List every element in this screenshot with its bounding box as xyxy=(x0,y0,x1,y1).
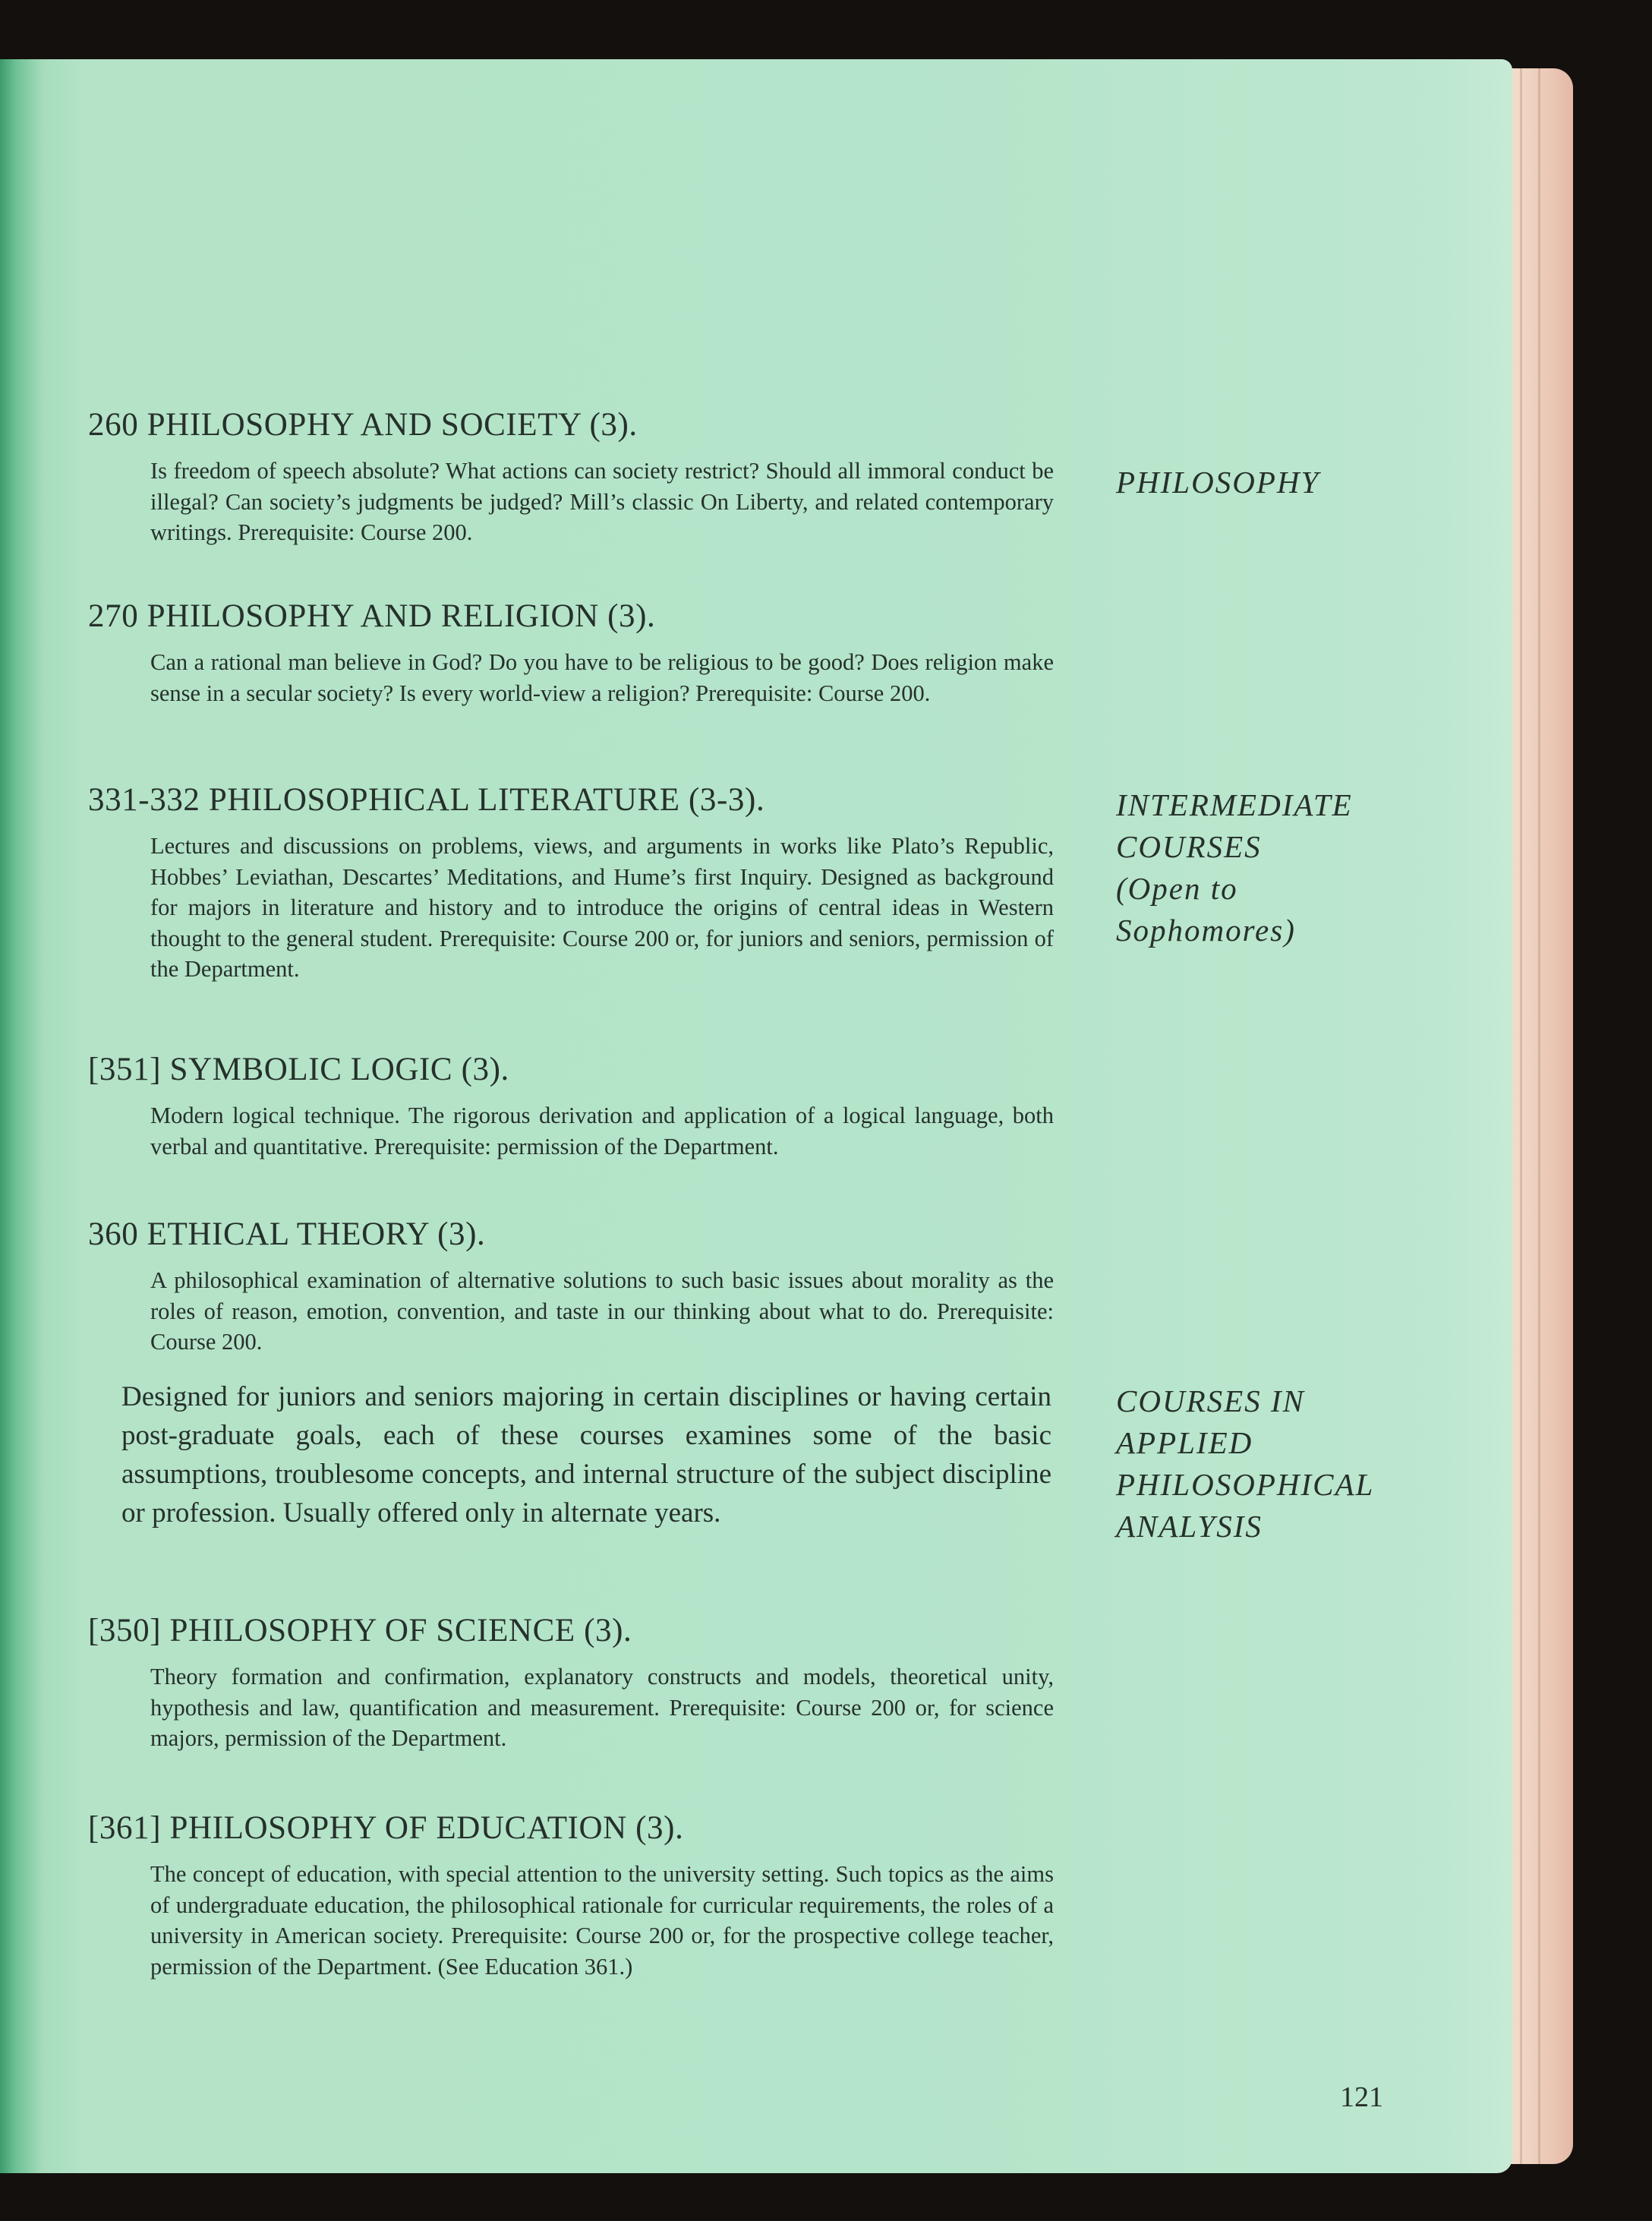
course-351 xyxy=(88,1050,1054,1162)
course-270 xyxy=(88,597,1054,708)
course-260 xyxy=(88,405,1054,548)
course-title: [351] SYMBOLIC LOGIC (3). xyxy=(88,1052,509,1087)
course-title: [361] PHILOSOPHY OF EDUCATION (3). xyxy=(88,1810,684,1846)
course-description: Theory formation and confirmation, explanatory constructs and models, theoretical unity, hypothesis and law, quantification and measurement. Prerequisite: Course 200 or, for science majors, permission of the Department. xyxy=(150,1664,1054,1751)
course-title: 270 PHILOSOPHY AND RELIGION (3). xyxy=(88,598,656,634)
side-heading-applied: COURSES IN APPLIED PHILOSOPHICAL ANALYSIS xyxy=(1116,1383,1375,1544)
course-description: Lectures and discussions on problems, views, and arguments in works like Plato’s Republic, Hobbes’ Leviathan, Descartes’ Meditations, and Hume’s first Inquiry. Designed as background for majors in literature and history and to introduce the origins of central ideas in Western thought to the general student. Prerequisite: Course 200 or, for juniors and seniors, permission of the Department. xyxy=(150,833,1054,982)
side-heading-philosophy: PHILOSOPHY xyxy=(1116,465,1320,500)
course-title: 260 PHILOSOPHY AND SOCIETY (3). xyxy=(88,407,638,443)
course-title: [350] PHILOSOPHY OF SCIENCE (3). xyxy=(88,1613,632,1648)
course-title: 360 ETHICAL THEORY (3). xyxy=(88,1216,486,1252)
course-361 xyxy=(88,1809,1054,1982)
page-number: 121 xyxy=(1340,2081,1383,2113)
applied-intro: Designed for juniors and seniors majoring in certain disciplines or having certain post-graduate goals, each of these courses examines some of the basic assumptions, troublesome concepts, and internal structure of the subject discipline or profession. Usually offered only in alternate years. xyxy=(121,1381,1051,1529)
course-description: A philosophical examination of alternative solutions to such basic issues about morality as the roles of reason, emotion, convention, and taste in our thinking about what to do. Prerequisite: Course 200. xyxy=(150,1267,1054,1355)
course-title: 331-332 PHILOSOPHICAL LITERATURE (3-3). xyxy=(88,782,765,818)
side-heading-intermediate: INTERMEDIATE COURSES (Open to Sophomores) xyxy=(1116,787,1353,948)
course-description: Can a rational man believe in God? Do you have to be religious to be good? Does religion make sense in a secular society? Is every world-view a religion? Prerequisite: Course 200. xyxy=(150,649,1054,706)
course-331-332 xyxy=(88,781,1054,985)
course-360 xyxy=(88,1215,1054,1358)
course-description: The concept of education, with special attention to the university setting. Such topics as the aims of undergraduate education, the philosophical rationale for curricular requirements, the roles of a university in American society. Prerequisite: Course 200 or, for the prospective college teacher, permission of the Department. (See Education 361.) xyxy=(150,1861,1054,1980)
catalog-page xyxy=(0,59,1512,2173)
course-350 xyxy=(88,1611,1054,1754)
course-description: Modern logical technique. The rigorous derivation and application of a logical language, both verbal and quantitative. Prerequisite: permission of the Department. xyxy=(150,1103,1054,1159)
course-description: Is freedom of speech absolute? What actions can society restrict? Should all immoral conduct be illegal? Can society’s judgments be judged? Mill’s classic On Liberty, and related contemporary writings. Prerequisite: Course 200. xyxy=(150,458,1054,545)
